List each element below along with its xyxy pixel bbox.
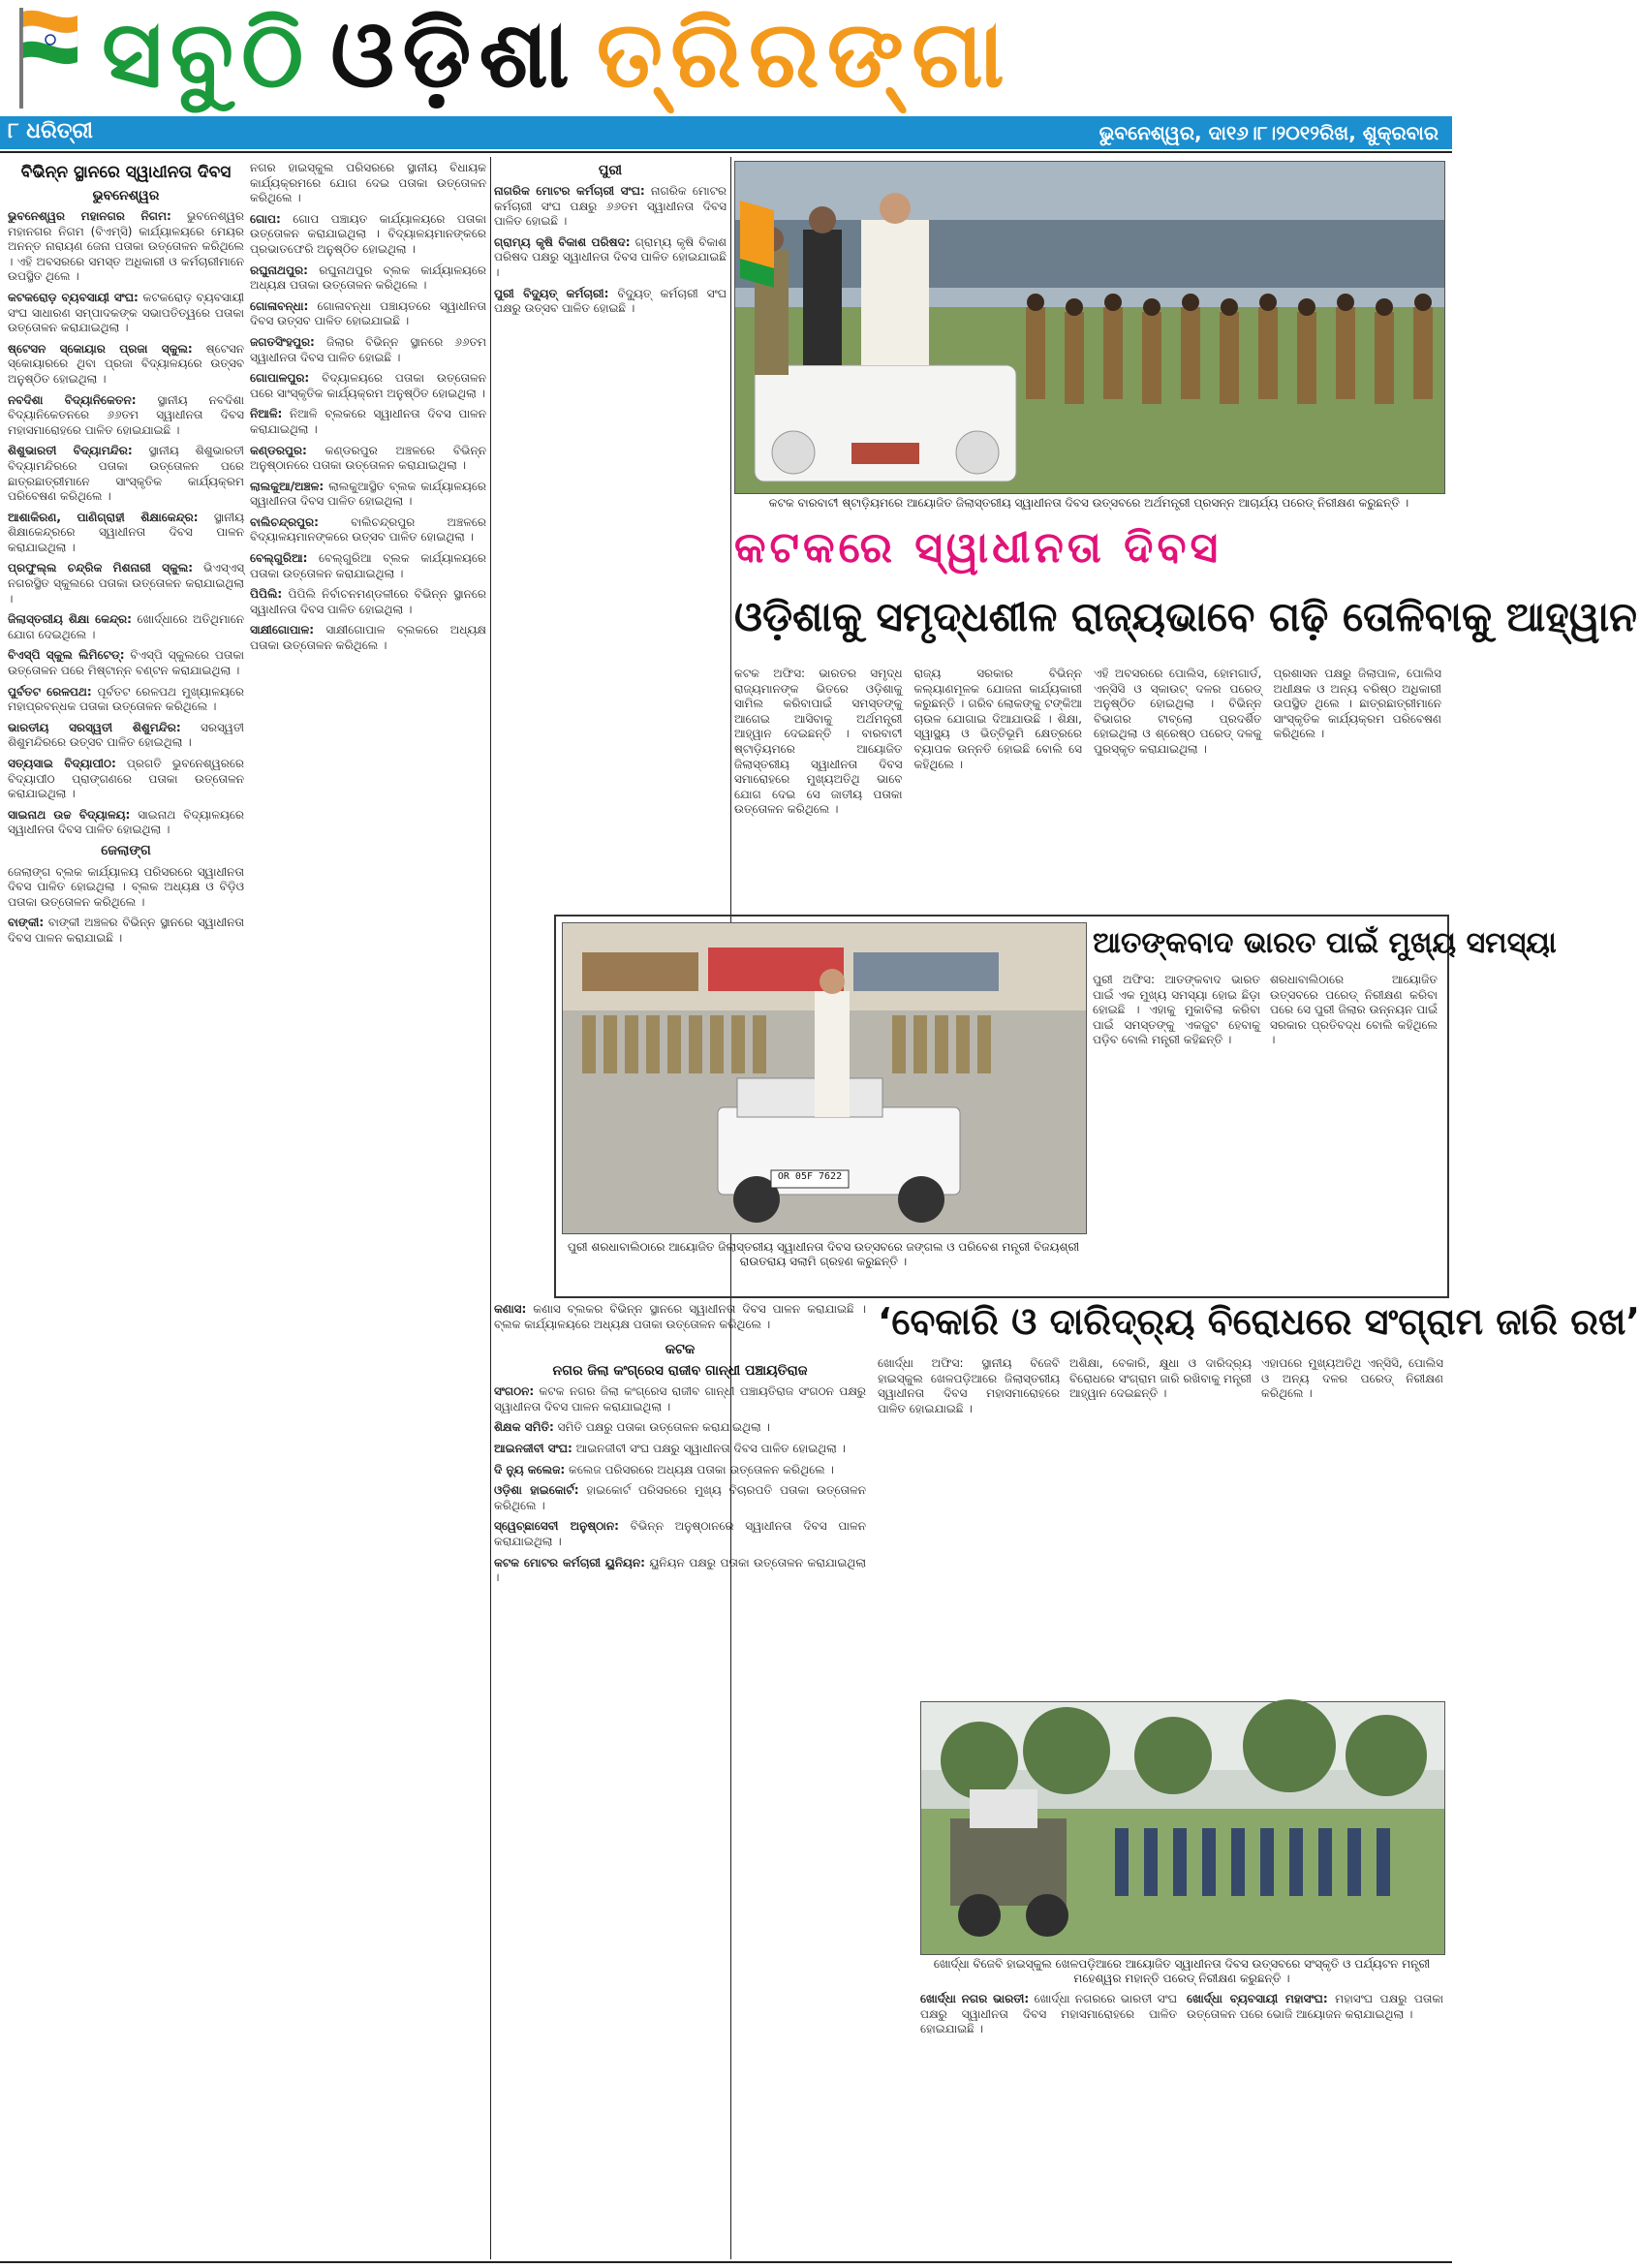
top-story-photo — [734, 161, 1445, 494]
terror-story-caption: ପୁରୀ ଶରଧାବାଲିଠାରେ ଆୟୋଜିତ ଜିଲାସ୍ତରୀୟ ସ୍ୱାଧୀନତା ଦିବସ ଉତ୍ସବରେ ଜଙ୍ଗଲ ଓ ପରିବେଶ ମନ୍ତ୍ରୀ ବିଜୟଶ୍ରୀ ରାଉତରାୟ ସଲାମି ଗ୍ରହଣ କରୁଛନ୍ତି । — [567, 1240, 1080, 1268]
left-sub-heading-2: ଜେଲାଙ୍ଗ — [101, 842, 151, 858]
top-story-caption: କଟକ ବାରବାଟୀ ଷ୍ଟାଡ଼ିୟମରେ ଆୟୋଜିତ ଜିଲାସ୍ତରୀୟ ସ୍ୱାଧୀନତା ଦିବସ ଉତ୍ସବରେ ଅର୍ଥମନ୍ତ୍ରୀ ପ୍ରସନ୍ନ ଆଚାର୍ଯ୍ୟ ପରେଡ୍ ନିରୀକ୍ଷଣ କରୁଛନ୍ତି । — [768, 496, 1409, 510]
mid-section-label: କଟକ — [665, 1342, 696, 1358]
second-column-body: ନଗର ହାଇସ୍କୁଲ ପରିସରରେ ସ୍ଥାନୀୟ ବିଧାୟକ କାର୍ଯ୍ୟକ୍ରମରେ ଯୋଗ ଦେଇ ପତାକା ଉତ୍ତୋଳନ କରିଥିଲେ । ଗୋପ: ଗୋପ ପଞ୍ଚାୟତ କାର୍ଯ୍ୟାଳୟରେ ପତାକା ଉତ୍ତୋଳନ କରାଯାଇଥିଲା । ବିଦ୍ୟାଳୟମାନଙ୍କରେ ପ୍ରଭାତଫେରି ଅନୁଷ୍ଠିତ ହୋଇଥିଲା । ରଘୁନାଥପୁର: ରଘୁନାଥପୁର ବ୍ଲକ କାର୍ଯ୍ୟାଳୟରେ ଅଧ୍ୟକ୍ଷ ପତାକା ଉତ୍ତୋଳନ କରିଥିଲେ । ଗୋଳାବନ୍ଧା: ଗୋଳାବନ୍ଧା ପଞ୍ଚାୟତରେ ସ୍ୱାଧୀନତା ଦିବସ ଉତ୍ସବ ପାଳିତ ହୋଇଯାଇଛି । ଜଗତସିଂହପୁର: ଜିଲାର ବିଭିନ୍ନ ସ୍ଥାନରେ ୬୬ତମ ସ୍ୱାଧୀନତା ଦିବସ ପାଳିତ ହୋଇଛି । ଗୋପାଳପୁର: ବିଦ୍ୟାଳୟରେ ପତାକା ଉତ୍ତୋଳନ ପରେ ସାଂସ୍କୃତିକ କାର୍ଯ୍ୟକ୍ରମ ଅନୁଷ୍ଠିତ ହୋଇଥିଲା । ନିଆଳି: ନିଆଳି ବ୍ଲକରେ ସ୍ୱାଧୀନତା ଦିବସ ପାଳନ କରାଯାଇଥିଲା । କଣ୍ଡରପୁର: କଣ୍ଡରପୁର ଅଞ୍ଚଳରେ ବିଭିନ୍ନ ଅନୁଷ୍ଠାନରେ ପତାକା ଉତ୍ତୋଳନ କରାଯାଇଥିଲା । ଲାଲକୁଆ/ଅଞ୍ଚଳ: ଲାଲକୁଆସ୍ଥିତ ବ୍ଲକ କାର୍ଯ୍ୟାଳୟରେ ସ୍ୱାଧୀନତା ଦିବସ ପାଳିତ ହୋଇଥିଲା । ବାଲିଚନ୍ଦ୍ରପୁର: ବାଲିଚନ୍ଦ୍ରପୁର ଅଞ୍ଚଳରେ ବିଦ୍ୟାଳୟମାନଙ୍କରେ ଉତ୍ସବ ପାଳିତ ହୋଇଥିଲା । ବେଲ୍ଗୁରିଆ: ବେଲ୍ଗୁରିଆ ବ୍ଲକ କାର୍ଯ୍ୟାଳୟରେ ପତାକା ଉତ୍ତୋଳନ କରାଯାଇଥିଲା । ପିପିଲି: ପିପିଲି ନିର୍ବାଚନମଣ୍ଡଳୀରେ ବିଭିନ୍ନ ସ୍ଥାନରେ ସ୍ୱାଧୀନତା ଦିବସ ପାଳିତ ହୋଇଥିଲା । ସାକ୍ଷୀଗୋପାଳ: ସାକ୍ଷୀଗୋପାଳ ବ୍ଲକରେ ଅଧ୍ୟକ୍ଷ ପତାକା ଉତ୍ତୋଳନ କରିଥିଲେ । — [250, 161, 486, 653]
masthead — [0, 0, 1452, 116]
terror-col-2: ଶରଧାବାଲିଠାରେ ଆୟୋଜିତ ଉତ୍ସବରେ ପରେଡ୍ ନିରୀକ୍ଷଣ କରିବା ପରେ ସେ ପୁରୀ ଜିଲାର ଉନ୍ନୟନ ପାଇଁ ସରକାର ପ୍ରତିବଦ୍ଧ ବୋଲି କହିଥିଲେ । — [1270, 973, 1438, 1047]
column-rule — [490, 157, 491, 2259]
parade-photo-image — [735, 162, 1444, 493]
masthead-word-2: ଓଡ଼ିଶା — [330, 0, 577, 109]
cuttack-headline: ଓଡ଼ିଶାକୁ ସମୃଦ୍ଧଶୀଳ ରାଜ୍ୟଭାବେ ଗଢ଼ି ତୋଳିବାକୁ ଆହ୍ୱାନ — [734, 593, 1637, 640]
third-column-heading: ପୁରୀ — [598, 163, 623, 178]
poverty-col-3: ଏହାପରେ ମୁଖ୍ୟଅତିଥି ଏନ୍‌ସିସି, ପୋଲିସ ଓ ଅନ୍ୟ ଦଳର ପରେଡ୍ ନିରୀକ୍ଷଣ କରିଥିଲେ । — [1261, 1356, 1443, 1401]
tractor-parade-image — [921, 1702, 1444, 1954]
top-rule — [0, 151, 1452, 153]
terror-story-body — [1093, 973, 1438, 1289]
left-column-subheading: ଭୁବନେଶ୍ୱର — [92, 188, 160, 203]
jeep-number-plate: OR 05F 7622 — [777, 1171, 843, 1182]
poverty-col-2: ଅଶିକ୍ଷା, ବେକାରି, କ୍ଷୁଧା ଓ ଦାରିଦ୍ର୍ୟ ବିରୋଧରେ ସଂଗ୍ରାମ ଜାରି ରଖିବାକୁ ମନ୍ତ୍ରୀ ଆହ୍ୱାନ ଦେଇଛନ୍ତି । — [1069, 1356, 1252, 1401]
left-column-body: ଭୁବନେଶ୍ୱର ମହାନଗର ନିଗମ: ଭୁବନେଶ୍ୱର ମହାନଗର ନିଗମ (ବିଏମ୍‌ସି) କାର୍ଯ୍ୟାଳୟରେ ମେୟର ଅନନ୍ତ ନାରାୟଣ ଜେନା ପତାକା ଉତ୍ତୋଳନ କରିଥିଲେ । ଏହି ଅବସରରେ ସମସ୍ତ ଅଧିକାରୀ ଓ କର୍ମଚାରୀମାନେ ଉପସ୍ଥିତ ଥିଲେ । କଟକରୋଡ଼ ବ୍ୟବସାୟୀ ସଂଘ: କଟକରୋଡ଼ ବ୍ୟବସାୟୀ ସଂଘ ସାଧାରଣ ସମ୍ପାଦକଙ୍କ ସଭାପତିତ୍ୱରେ ପତାକା ଉତ୍ତୋଳନ କରାଯାଇଥିଲା । ଷ୍ଟେସନ ସ୍କୋୟାର ପ୍ରଜା ସ୍କୁଲ: ଷ୍ଟେସନ ସ୍କୋୟାରରେ ଥିବା ପ୍ରଜା ବିଦ୍ୟାଳୟରେ ଉତ୍ସବ ଅନୁଷ୍ଠିତ ହୋଇଥିଲା । ନବଦିଶା ବିଦ୍ୟାନିକେତନ: ସ୍ଥାନୀୟ ନବଦିଶା ବିଦ୍ୟାନିକେତନରେ ୬୬ତମ ସ୍ୱାଧୀନତା ଦିବସ ମହାସମାରୋହରେ ପାଳିତ ହୋଇଯାଇଛି । ଶିଶୁଭାରତୀ ବିଦ୍ୟାମନ୍ଦିର: ସ୍ଥାନୀୟ ଶିଶୁଭାରତୀ ବିଦ୍ୟାମନ୍ଦିରରେ ପତାକା ଉତ୍ତୋଳନ ପରେ ଛାତ୍ରଛାତ୍ରୀମାନେ ସାଂସ୍କୃତିକ କାର୍ଯ୍ୟକ୍ରମ ପରିବେଷଣ କରିଥିଲେ । ଆଶାକିରଣ, ପାଣିଗ୍ରାହୀ ଶିକ୍ଷାକେନ୍ଦ୍ର: ସ୍ଥାନୀୟ ଶିକ୍ଷାକେନ୍ଦ୍ରରେ ସ୍ୱାଧୀନତା ଦିବସ ପାଳନ କରାଯାଇଥିଲା । ପ୍ରଫୁଲ୍ଲ ଚନ୍ଦ୍ରିକ ମିଶନାରୀ ସ୍କୁଲ: ଭିଏସ୍‌ଏସ୍ ନଗରସ୍ଥିତ ସ୍କୁଲରେ ପତାକା ଉତ୍ତୋଳନ କରାଯାଇଥିଲା । ଜିଲାସ୍ତରୀୟ ଶିକ୍ଷା କେନ୍ଦ୍ର: ଖୋର୍ଦ୍ଧାରେ ଅତିଥିମାନେ ଯୋଗ ଦେଇଥିଲେ । ବିଏସ୍‌ପି ସ୍କୁଲ ଲିମିଟେଡ୍: ବିଏସ୍‌ପି ସ୍କୁଲରେ ପତାକା ଉତ୍ତୋଳନ ପରେ ମିଷ୍ଟାନ୍ନ ବଣ୍ଟନ କରାଯାଇଥିଲା । ପୁର୍ବତଟ ରେଳପଥ: ପୂର୍ବତଟ ରେଳପଥ ମୁଖ୍ୟାଳୟରେ ମହାପ୍ରବନ୍ଧକ ପତାକା ଉତ୍ତୋଳନ କରିଥିଲେ । ଭାରତୀୟ ସରସ୍ୱତୀ ଶିଶୁମନ୍ଦିର: ସରସ୍ୱତୀ ଶିଶୁମନ୍ଦିରରେ ଉତ୍ସବ ପାଳିତ ହୋଇଥିଲା । ସତ୍ୟସାଇ ବିଦ୍ୟାପୀଠ: ପ୍ରଗତି ଭୁବନେଶ୍ୱରରେ ବିଦ୍ୟାପୀଠ ପ୍ରାଙ୍ଗଣରେ ପତାକା ଉତ୍ତୋଳନ କରାଯାଇଥିଲା । ସାଇନାଥ ଉଚ୍ଚ ବିଦ୍ୟାଳୟ: ସାଇନାଥ ବିଦ୍ୟାଳୟରେ ସ୍ୱାଧୀନତା ଦିବସ ପାଳିତ ହୋଇଥିଲା । ଜେଲାଙ୍ଗ ଜେଲାଙ୍ଗ ବ୍ଲକ କାର୍ଯ୍ୟାଳୟ ପରିସରରେ ସ୍ୱାଧୀନତା ଦିବସ ପାଳିତ ହୋଇଥିଲା । ବ୍ଲକ ଅଧ୍ୟକ୍ଷ ଓ ବିଡ଼ିଓ ପତାକା ଉତ୍ତୋଳନ କରିଥିଲେ । ବାଙ୍କୀ: ବାଙ୍କୀ ଅଞ୍ଚଳର ବିଭିନ୍ନ ସ୍ଥାନରେ ସ୍ୱାଧୀନତା ଦିବସ ପାଳନ କରାଯାଇଛି । — [8, 209, 245, 945]
terror-story-photo — [562, 922, 1087, 1234]
left-column-heading: ବିଭିନ୍ନ ସ୍ଥାନରେ ସ୍ୱାଧୀନତା ଦିବସ — [20, 163, 232, 182]
cuttack-col-3: ଏହି ଅବସରରେ ପୋଲିସ, ହୋମଗାର୍ଡ, ଏନ୍‌ସିସି ଓ ସ୍କାଉଟ୍ ଦଳର ପରେଡ୍ ଅନୁଷ୍ଠିତ ହୋଇଥିଲା । ବିଭିନ୍ନ ବିଭାଗର ଟାବ୍ଲୋ ପ୍ରଦର୍ଶିତ ହୋଇଥିଲା ଓ ଶ୍ରେଷ୍ଠ ପରେଡ୍ ଦଳକୁ ପୁରସ୍କୃତ କରାଯାଇଥିଲା । — [1094, 667, 1262, 756]
third-column-body: ନାଗରିକ ମୋଟର କର୍ମଚାରୀ ସଂଘ: ନାଗରିକ ମୋଟର କର୍ମଚାରୀ ସଂଘ ପକ୍ଷରୁ ୬୬ତମ ସ୍ୱାଧୀନତା ଦିବସ ପାଳିତ ହୋଇଛି । ଗ୍ରାମ୍ୟ କୃଷି ବିକାଶ ପରିଷଦ: ଗ୍ରାମ୍ୟ କୃଷି ବିକାଶ ପରିଷଦ ପକ୍ଷରୁ ସ୍ୱାଧୀନତା ଦିବସ ପାଳିତ ହୋଇଯାଇଛି । ପୁରୀ ବିଦ୍ୟୁତ୍ କର୍ମଚାରୀ: ବିଦ୍ୟୁତ୍ କର୍ମଚାରୀ ସଂଘ ପକ୍ଷରୁ ଉତ୍ସବ ପାଳିତ ହୋଇଛି । — [494, 184, 727, 316]
mid-section-body: ସଂଗଠନ: କଟକ ନଗର ଜିଲା କଂଗ୍ରେସ ରାଜୀବ ଗାନ୍ଧୀ ପଞ୍ଚାୟତିରାଜ ସଂଗଠନ ପକ୍ଷରୁ ସ୍ୱାଧୀନତା ଦିବସ ପାଳନ କରାଯାଇଥିଲା । ଶିକ୍ଷକ ସମିତି: ସମିତି ପକ୍ଷରୁ ପତାକା ଉତ୍ତୋଳନ କରାଯାଇଥିଲା । ଆଇନଜୀବୀ ସଂଘ: ଆଇନଜୀବୀ ସଂଘ ପକ୍ଷରୁ ସ୍ୱାଧୀନତା ଦିବସ ପାଳିତ ହୋଇଥିଲା । ଦି ନ୍ୟୁ କଲେଜ: କଲେଜ ପରିସରରେ ଅଧ୍ୟକ୍ଷ ପତାକା ଉତ୍ତୋଳନ କରିଥିଲେ । ଓଡ଼ିଶା ହାଇକୋର୍ଟ: ହାଇକୋର୍ଟ ପରିସରରେ ମୁଖ୍ୟ ବିଚାରପତି ପତାକା ଉତ୍ତୋଳନ କରିଥିଲେ । ସ୍ୱେଚ୍ଛାସେବୀ ଅନୁଷ୍ଠାନ: ବିଭିନ୍ନ ଅନୁଷ୍ଠାନରେ ସ୍ୱାଧୀନତା ଦିବସ ପାଳନ କରାଯାଇଥିଲା । କଟକ ମୋଟର କର୍ମଚାରୀ ୟୁନିୟନ: ୟୁନିୟନ ପକ୍ଷରୁ ପତାକା ଉତ୍ତୋଳନ କରାଯାଇଥିଲା । — [494, 1384, 866, 1585]
page-number: ୮ ଧରିତ୍ରୀ — [8, 119, 93, 143]
info-bar — [0, 116, 1452, 149]
left-column — [8, 161, 244, 2253]
cuttack-col-2: ରାଜ୍ୟ ସରକାର ବିଭିନ୍ନ କଲ୍ୟାଣମୂଳକ ଯୋଜନା କାର୍ଯ୍ୟକାରୀ କରୁଛନ୍ତି । ଗରିବ ଲୋକଙ୍କୁ ଟଙ୍କିଆ ଚାଉଳ ଯୋଗାଇ ଦିଆଯାଉଛି । ଶିକ୍ଷା, ସ୍ୱାସ୍ଥ୍ୟ ଓ ଭିତ୍ତିଭୂମି କ୍ଷେତ୍ରରେ ବ୍ୟାପକ ଉନ୍ନତି ହୋଇଛି ବୋଲି ସେ କହିଥିଲେ । — [913, 667, 1082, 771]
jeep-parade-image — [563, 923, 1086, 1233]
bottom-right-col-2: ଖୋର୍ଦ୍ଧା ବ୍ୟବସାୟୀ ମହାସଂଘ: ମହାସଂଘ ପକ୍ଷରୁ ପତାକା ଉତ୍ତୋଳନ ପରେ ଭୋଜି ଆୟୋଜନ କରାଯାଇଥିଲା । — [1187, 1992, 1443, 2021]
cuttack-col-4: ପ୍ରଶାସନ ପକ୍ଷରୁ ଜିଲାପାଳ, ପୋଲିସ ଅଧୀକ୍ଷକ ଓ ଅନ୍ୟ ବରିଷ୍ଠ ଅଧିକାରୀ ଉପସ୍ଥିତ ଥିଲେ । ଛାତ୍ରଛାତ୍ରୀମାନେ ସାଂସ୍କୃତିକ କାର୍ଯ୍ୟକ୍ରମ ପରିବେଷଣ କରିଥିଲେ । — [1273, 667, 1441, 741]
terror-headline: ଆତଙ୍କବାଦ ଭାରତ ପାଇଁ ମୁଖ୍ୟ ସମସ୍ୟା — [1093, 926, 1557, 960]
bottom-right-col-1: ଖୋର୍ଦ୍ଧା ନଗର ଭାରତୀ: ଖୋର୍ଦ୍ଧା ନଗରରେ ଭାରତୀ ସଂଘ ପକ୍ଷରୁ ସ୍ୱାଧୀନତା ଦିବସ ମହାସମାରୋହରେ ପାଳିତ ହୋଇଯାଇଛି । — [920, 1992, 1177, 2036]
masthead-word-3: ତ୍ରିରଙ୍ଗା — [596, 0, 1012, 109]
masthead-word-1: ସବୁଠି — [102, 0, 312, 109]
mid-section — [494, 1302, 866, 2000]
cuttack-story-body — [734, 667, 1441, 909]
second-column — [250, 161, 486, 2253]
masthead-title — [102, 0, 1012, 112]
poverty-story-body — [878, 1356, 1443, 1695]
bottom-rule — [0, 2261, 1452, 2263]
flag-icon — [14, 6, 81, 110]
terror-col-1: ପୁରୀ ଅଫିସ: ଆତଙ୍କବାଦ ଭାରତ ପାଇଁ ଏକ ମୁଖ୍ୟ ସମସ୍ୟା ହୋଇ ଛିଡ଼ା ହୋଇଛି । ଏହାକୁ ମୁକାବିଲା କରିବା ପାଇଁ ସମସ୍ତଙ୍କୁ ଏକଜୁଟ ହେବାକୁ ପଡ଼ିବ ବୋଲି ମନ୍ତ୍ରୀ କହିଛନ୍ତି । — [1093, 973, 1260, 1047]
poverty-headline: ‘ବେକାରି ଓ ଦାରିଦ୍ର୍ୟ ବିରୋଧରେ ସଂଗ୍ରାମ ଜାରି ରଖ’ — [878, 1300, 1640, 1343]
dateline: ଭୁବନେଶ୍ୱର, ଦା୧୬।୮।୨୦୧୨ରିଖ, ଶୁକ୍ରବାର — [1098, 121, 1439, 144]
bottom-right-body — [920, 1992, 1443, 2255]
mid-section-top-body: କଣାସ: କଣାସ ବ୍ଲକର ବିଭିନ୍ନ ସ୍ଥାନରେ ସ୍ୱାଧୀନତା ଦିବସ ପାଳନ କରାଯାଇଛି । ବ୍ଲକ କାର୍ଯ୍ୟାଳୟରେ ଅଧ୍ୟକ୍ଷ ପତାକା ଉତ୍ତୋଳନ କରିଥିଲେ । — [494, 1302, 866, 1331]
mid-section-subhead: ନଗର ଜିଲା କଂଗ୍ରେସ ରାଜୀବ ଗାନ୍ଧୀ ପଞ୍ଚାୟତିରାଜ — [552, 1363, 808, 1380]
poverty-col-1: ଖୋର୍ଦ୍ଧା ଅଫିସ: ସ୍ଥାନୀୟ ବିଜେବି ହାଇସ୍କୁଲ ଖେଳପଡ଼ିଆରେ ଜିଲାସ୍ତରୀୟ ସ୍ୱାଧୀନତା ଦିବସ ମହାସମାରୋହରେ ପାଳିତ ହୋଇଯାଇଛି । — [878, 1356, 1060, 1415]
cuttack-kicker: କଟକରେ ସ୍ୱାଧୀନତା ଦିବସ — [734, 523, 1222, 573]
poverty-story-photo — [920, 1701, 1445, 1955]
third-column-top — [494, 161, 727, 481]
cuttack-col-1: କଟକ ଅଫିସ: ଭାରତର ସମୃଦ୍ଧ ରାଜ୍ୟମାନଙ୍କ ଭିତରେ ଓଡ଼ିଶାକୁ ସାମିଲ କରିବାପାଇଁ ସମସ୍ତଙ୍କୁ ଆଗେଇ ଆସିବାକୁ ଅର୍ଥମନ୍ତ୍ରୀ ଆହ୍ୱାନ ଦେଇଛନ୍ତି । ବାରବାଟୀ ଷ୍ଟାଡ଼ିୟମରେ ଆୟୋଜିତ ଜିଲାସ୍ତରୀୟ ସ୍ୱାଧୀନତା ଦିବସ ସମାରୋହରେ ମୁଖ୍ୟଅତିଥି ଭାବେ ଯୋଗ ଦେଇ ସେ ଜାତୀୟ ପତାକା ଉତ୍ତୋଳନ କରିଥିଲେ । — [734, 667, 903, 817]
poverty-story-caption: ଖୋର୍ଦ୍ଧା ବିଜେବି ହାଇସ୍କୁଲ ଖେଳପଡ଼ିଆରେ ଆୟୋଜିତ ସ୍ୱାଧୀନତା ଦିବସ ଉତ୍ସବରେ ସଂସ୍କୃତି ଓ ପର୍ଯ୍ୟଟନ ମନ୍ତ୍ରୀ ମହେଶ୍ୱର ମହାନ୍ତି ପରେଡ୍ ନିରୀକ୍ଷଣ କରୁଛନ୍ତି । — [933, 1957, 1431, 1985]
